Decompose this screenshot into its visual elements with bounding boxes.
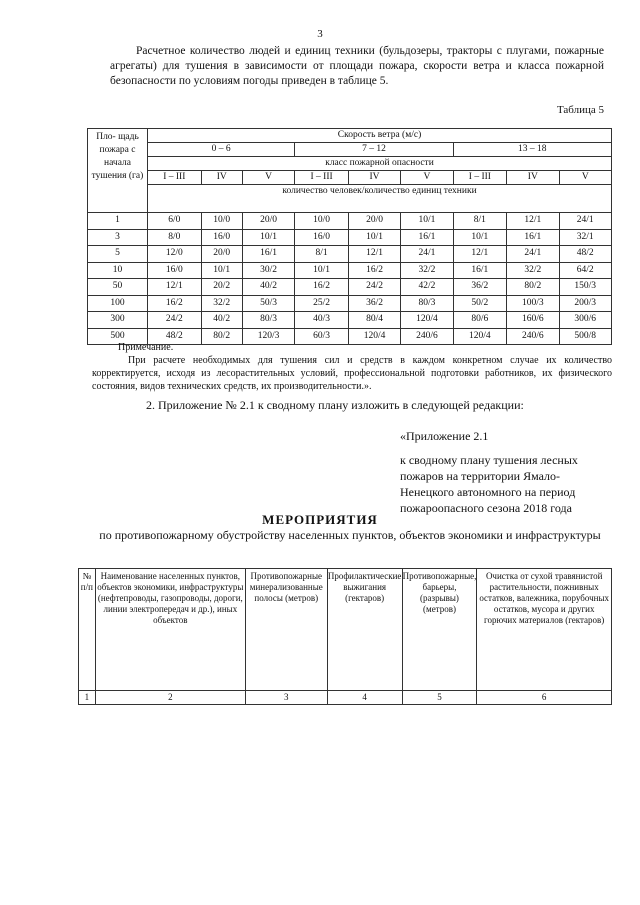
value-cell: 20/0 — [201, 246, 242, 263]
value-cell: 40/3 — [295, 312, 349, 329]
value-cell: 10/1 — [348, 229, 400, 246]
column-header: Противопожарные, барьеры, (разрывы) (метров) — [402, 569, 477, 691]
class-cell: IV — [201, 171, 242, 185]
area-cell: 300 — [88, 312, 148, 329]
item-2: 2. Приложение № 2.1 к сводному плану изложить в следующей редакции: — [146, 398, 524, 412]
area-cell: 5 — [88, 246, 148, 263]
class-cell: V — [242, 171, 294, 185]
value-cell: 42/2 — [401, 279, 453, 296]
value-cell: 32/2 — [201, 295, 242, 312]
value-cell: 16/0 — [295, 229, 349, 246]
value-cell: 10/0 — [295, 213, 349, 230]
value-cell: 100/3 — [507, 295, 559, 312]
wind-range: 13 – 18 — [453, 143, 611, 157]
value-cell: 500/8 — [559, 328, 612, 345]
column-number: 6 — [477, 691, 612, 705]
area-cell: 3 — [88, 229, 148, 246]
intro-paragraph: Расчетное количество людей и единиц техники (бульдозеры, тракторы с плугами, пожарные агрегаты) для тушения в зависимости от площади пожара, скорости ветра и класса пожарной безопасности по условиям погоды приведен в таблице 5. — [110, 45, 604, 87]
appendix-text: к сводному плану тушения лесных пожаров на территории Ямало-Ненецкого автономного на период пожароопасного сезона 2018 года — [400, 453, 578, 515]
area-cell: 50 — [88, 279, 148, 296]
table-row — [88, 213, 612, 230]
table-row — [88, 229, 612, 246]
measures-table — [78, 568, 612, 705]
value-cell: 150/3 — [559, 279, 612, 296]
area-cell: 1 — [88, 213, 148, 230]
wind-header: Скорость ветра (м/с) — [148, 129, 612, 143]
value-cell: 64/2 — [559, 262, 612, 279]
value-cell: 20/0 — [348, 213, 400, 230]
value-cell: 24/1 — [559, 213, 612, 230]
column-header: Очистка от сухой травянистой растительности, пожнивных остатков, валежника, порубочных остатков, мусора и других горючих материалов (гектаров) — [477, 569, 612, 691]
value-cell: 16/0 — [148, 262, 202, 279]
class-cell: I – III — [148, 171, 202, 185]
value-cell: 120/4 — [401, 312, 453, 329]
class-cell: V — [401, 171, 453, 185]
value-cell: 8/1 — [453, 213, 507, 230]
column-header: Профилактические выжигания (гектаров) — [327, 569, 402, 691]
column-number: 2 — [95, 691, 245, 705]
area-cell: 500 — [88, 328, 148, 345]
column-number: 3 — [245, 691, 327, 705]
value-cell: 8/1 — [295, 246, 349, 263]
class-cell: I – III — [453, 171, 507, 185]
value-cell: 10/1 — [295, 262, 349, 279]
column-number: 4 — [327, 691, 402, 705]
value-cell: 16/1 — [401, 229, 453, 246]
wind-range: 7 – 12 — [295, 143, 453, 157]
appendix-title: «Приложение 2.1 — [400, 429, 489, 443]
value-cell: 12/1 — [507, 213, 559, 230]
value-cell: 6/0 — [148, 213, 202, 230]
value-cell: 10/1 — [453, 229, 507, 246]
class-cell: I – III — [295, 171, 349, 185]
value-cell: 50/3 — [242, 295, 294, 312]
value-cell: 40/2 — [242, 279, 294, 296]
value-cell: 60/3 — [295, 328, 349, 345]
value-cell: 80/3 — [242, 312, 294, 329]
note-label: Примечание. — [118, 342, 174, 353]
page-number: 3 — [317, 28, 323, 40]
measures-title: МЕРОПРИЯТИЯ — [262, 512, 378, 527]
value-cell: 300/6 — [559, 312, 612, 329]
value-cell: 120/3 — [242, 328, 294, 345]
value-cell: 20/2 — [201, 279, 242, 296]
qty-header: количество человек/количество единиц техники — [148, 185, 612, 213]
value-cell: 16/1 — [453, 262, 507, 279]
column-number: 1 — [79, 691, 96, 705]
value-cell: 10/1 — [201, 262, 242, 279]
area-cell: 10 — [88, 262, 148, 279]
class-header: класс пожарной опасности — [148, 157, 612, 171]
value-cell: 36/2 — [348, 295, 400, 312]
column-header: Наименование населенных пунктов, объектов экономики, инфраструктуры (нефтепроводы, газопроводы, дороги, линии электропередач и др.), иных объектов — [95, 569, 245, 691]
value-cell: 200/3 — [559, 295, 612, 312]
class-cell: IV — [507, 171, 559, 185]
value-cell: 12/1 — [453, 246, 507, 263]
value-cell: 16/2 — [348, 262, 400, 279]
value-cell: 24/1 — [401, 246, 453, 263]
value-cell: 16/1 — [507, 229, 559, 246]
value-cell: 16/2 — [295, 279, 349, 296]
column-header: № п/п — [79, 569, 96, 691]
value-cell: 10/0 — [201, 213, 242, 230]
value-cell: 32/1 — [559, 229, 612, 246]
value-cell: 160/6 — [507, 312, 559, 329]
note-text: При расчете необходимых для тушения сил и средств в каждом конкретном случае их количество корректируется, исходя из лесорастительных условий, профессиональной подготовки работников, их физического состояния, видов технических средств, их производительности.». — [92, 355, 612, 392]
area-header: Пло- щадь пожара с начала тушения (га) — [88, 129, 148, 213]
measures-subtitle: по противопожарному обустройству населенных пунктов, объектов экономики и инфраструктуры — [99, 528, 601, 542]
value-cell: 24/2 — [348, 279, 400, 296]
area-cell: 100 — [88, 295, 148, 312]
value-cell: 80/6 — [453, 312, 507, 329]
value-cell: 50/2 — [453, 295, 507, 312]
value-cell: 48/2 — [559, 246, 612, 263]
value-cell: 20/0 — [242, 213, 294, 230]
value-cell: 30/2 — [242, 262, 294, 279]
value-cell: 25/2 — [295, 295, 349, 312]
value-cell: 32/2 — [507, 262, 559, 279]
table-row — [88, 295, 612, 312]
value-cell: 12/0 — [148, 246, 202, 263]
value-cell: 48/2 — [148, 328, 202, 345]
value-cell: 24/1 — [507, 246, 559, 263]
value-cell: 80/2 — [201, 328, 242, 345]
table-caption: Таблица 5 — [556, 104, 604, 116]
wind-range: 0 – 6 — [148, 143, 295, 157]
value-cell: 80/4 — [348, 312, 400, 329]
value-cell: 80/3 — [401, 295, 453, 312]
value-cell: 24/2 — [148, 312, 202, 329]
value-cell: 8/0 — [148, 229, 202, 246]
value-cell: 16/1 — [242, 246, 294, 263]
value-cell: 36/2 — [453, 279, 507, 296]
value-cell: 80/2 — [507, 279, 559, 296]
table-row — [88, 279, 612, 296]
column-header: Противопожарные минерализованные полосы (метров) — [245, 569, 327, 691]
value-cell: 12/1 — [348, 246, 400, 263]
value-cell: 16/2 — [148, 295, 202, 312]
table-row — [88, 246, 612, 263]
value-cell: 10/1 — [242, 229, 294, 246]
class-cell: IV — [348, 171, 400, 185]
fire-resources-table — [87, 128, 612, 345]
column-number: 5 — [402, 691, 477, 705]
value-cell: 40/2 — [201, 312, 242, 329]
value-cell: 32/2 — [401, 262, 453, 279]
value-cell: 120/4 — [453, 328, 507, 345]
class-cell: V — [559, 171, 612, 185]
value-cell: 120/4 — [348, 328, 400, 345]
value-cell: 240/6 — [507, 328, 559, 345]
table-row — [88, 262, 612, 279]
table-row — [88, 312, 612, 329]
value-cell: 10/1 — [401, 213, 453, 230]
value-cell: 12/1 — [148, 279, 202, 296]
value-cell: 16/0 — [201, 229, 242, 246]
value-cell: 240/6 — [401, 328, 453, 345]
